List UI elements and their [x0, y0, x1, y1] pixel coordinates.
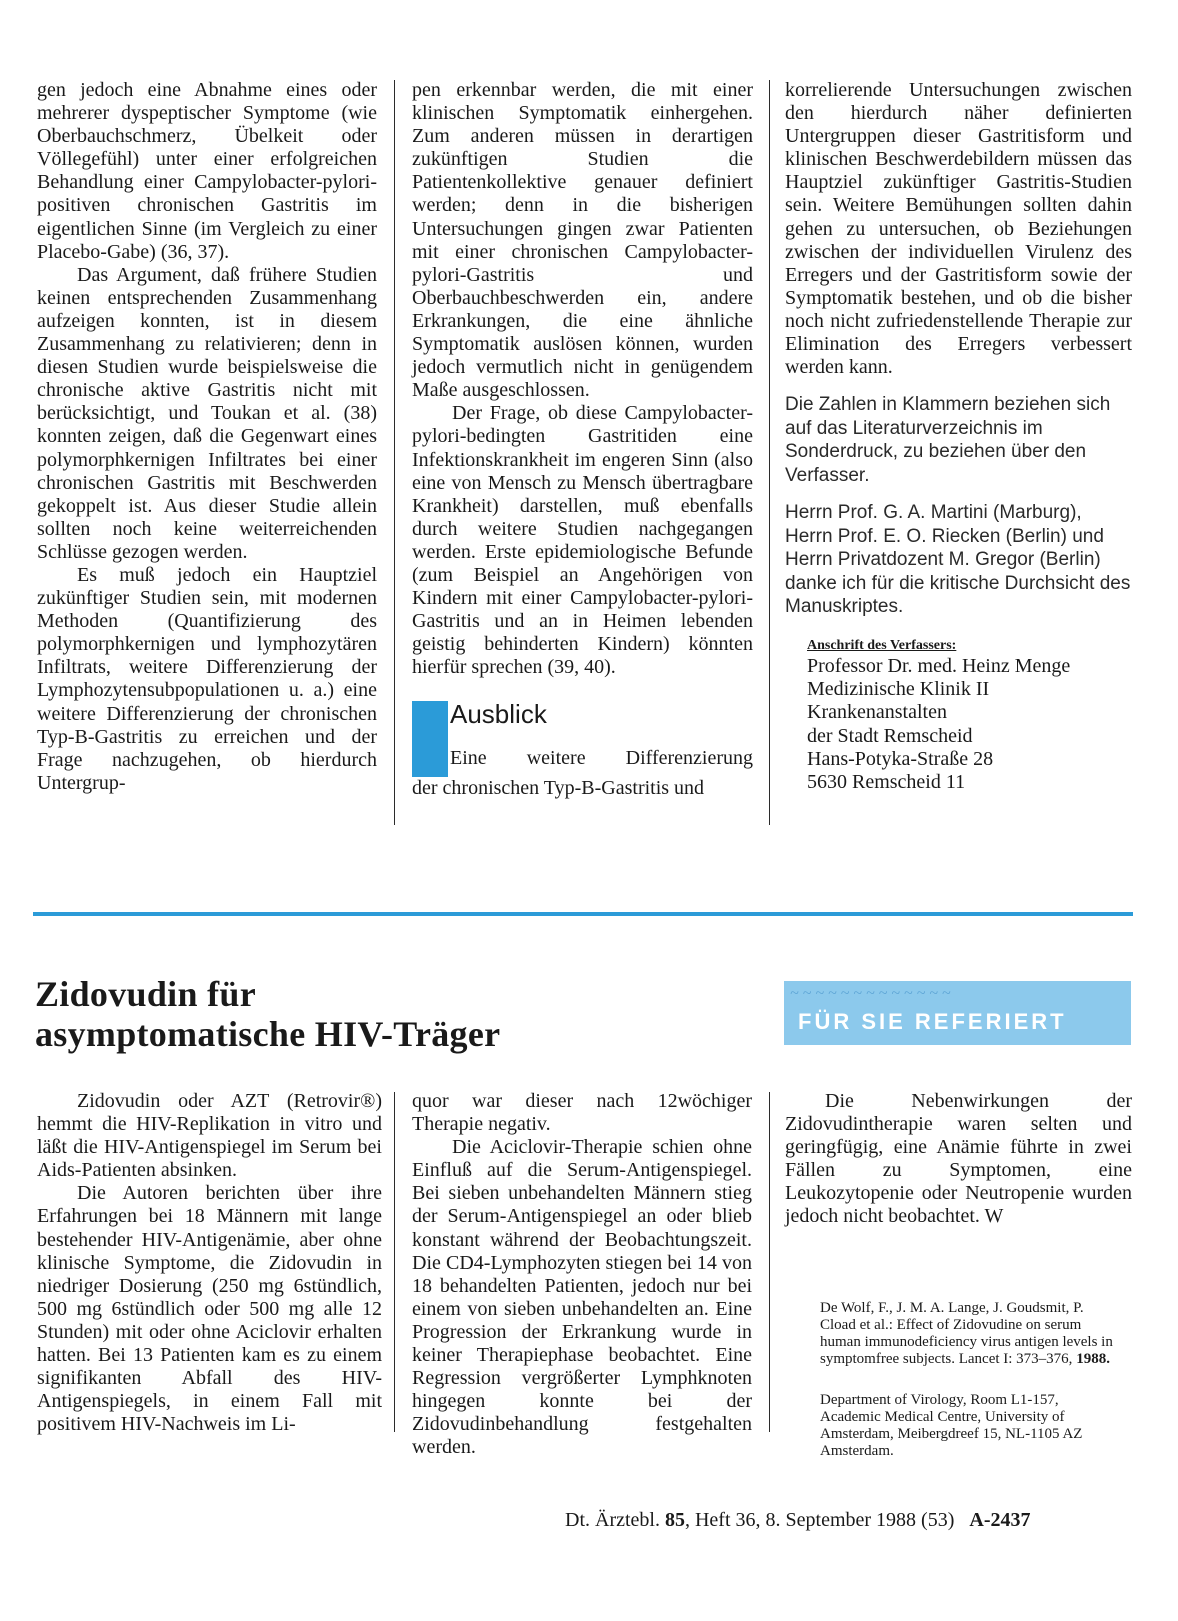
section-separator	[33, 912, 1133, 916]
paragraph: Der Frage, ob diese Campylobacter-pylori-bedingten Gastritiden eine Infektionskrankheit im engeren Sinn (also eine von Mensch zu Mensch übertragbare Krankheit) darstellen, muß ebenfalls durch weitere Studien nachgegangen werden. Erste epidemiologische Befunde (zum Beispiel an Angehörigen von Kindern mit einer Campylobacter-pylori-Gastritis und an in Heimen lebenden geistig behinderten Kindern) könnten hierfür sprechen (39, 40).	[412, 402, 753, 679]
address-line: Krankenanstalten	[807, 701, 947, 724]
reference	[820, 1300, 1120, 1368]
column-divider	[394, 1092, 395, 1432]
journal-volume: 85	[664, 1509, 685, 1531]
section-first-line: Eine weitere Differenzierung	[450, 747, 753, 770]
address-line: 5630 Remscheid 11	[807, 771, 966, 794]
paragraph: Zidovudin oder AZT (Retrovir®) hemmt die HIV-Replikation in vitro und läßt die HIV-Antigenspiegel im Serum bei Aids-Patienten absinken.	[37, 1090, 382, 1182]
page-number: A-2437	[969, 1509, 1031, 1531]
paragraph: gen jedoch eine Abnahme eines oder mehrerer dyspeptischer Symptome (wie Oberbauchschmerz, Übelkeit oder Völlegefühl) unter einer erfolgreichen Behandlung einer Campylobacter-pylori-positiven chronischen Gastritis im eigentlichen Sinne (im Vergleich zu einer Placebo-Gabe) (36, 37).	[37, 79, 377, 263]
issue-date: , Heft 36, 8. September 1988 (53)	[684, 1509, 955, 1531]
top-column-2	[412, 79, 753, 801]
badge-background-texture: ~ ~ ~ ~ ~ ~ ~ ~ ~ ~ ~ ~ ~	[790, 985, 951, 1002]
paragraph: Das Argument, daß frühere Studien keinen entsprechenden Zusammenhang aufzeigen konnten, ist in diesem Zusammenhang zu relativieren; denn in diesen Studien wurde beispielsweise die chronische aktive Gastritis nicht mit berücksichtigt, und Toukan et al. (38) konnten zeigen, daß die Gegenwart eines polymorphkernigen Infiltrates bei einer chronischen Gastritis mit Beschwerden gekoppelt ist. Aus dieser Studie allein sollten noch keine weiterreichenden Schlüsse gezogen werden.	[37, 263, 377, 563]
paragraph: der chronischen Typ-B-Gastritis und	[412, 777, 705, 800]
title-line: Zidovudin für	[35, 974, 256, 1014]
affiliation: Department of Virology, Room L1-157, Academic Medical Centre, University of Amsterdam, Meibergdreef 15, NL-1105 AZ Amsterdam.	[820, 1392, 1083, 1459]
acknowledgement: Herrn Prof. G. A. Martini (Marburg), Herrn Prof. E. O. Riecken (Berlin) und Herrn Privatdozent M. Gregor (Berlin) danke ich für die kritische Durchsicht des Manuskriptes.	[785, 502, 1131, 618]
section-marker	[412, 701, 448, 777]
column-divider	[769, 1092, 770, 1432]
reference-text: De Wolf, F., J. M. A. Lange, J. Goudsmit, P. Cload et al.: Effect of Zidovudine on serum human immunodeficiency virus antigen levels in symptomfree subjects. Lancet I: 373–376,	[820, 1300, 1113, 1367]
page-footer	[565, 1509, 1030, 1532]
ausblick-section	[412, 699, 753, 777]
column-divider	[769, 80, 770, 825]
address-line: Medizinische Klinik II	[807, 678, 990, 701]
address-line: Professor Dr. med. Heinz Menge	[807, 654, 1071, 677]
article-title	[35, 974, 500, 1054]
address-label: Anschrift des Verfassers:	[807, 637, 957, 653]
paragraph: Die Nebenwirkungen der Zidovudintherapie waren selten und geringfügig, eine Anämie führte in zwei Fällen zu Symptomen, eine Leukozytopenie oder Neutropenie wurden jedoch nicht beobachtet. W	[785, 1090, 1132, 1228]
section-heading: Ausblick	[450, 699, 547, 730]
article-column-1	[37, 1090, 382, 1436]
article-column-2	[412, 1090, 752, 1460]
paragraph: Die Autoren berichten über ihre Erfahrungen bei 18 Männern mit lange bestehender HIV-Antigenämie, aber ohne klinische Symptome, die Zidovudin in niedriger Dosierung (250 mg 6stündlich, 500 mg 6stündlich oder 500 mg alle 12 Stunden) mit oder ohne Aciclovir erhalten hatten. Bei 13 Patienten kam es zu einem signifikanten Abfall des HIV-Antigenspiegels, in einem Fall mit positivem HIV-Nachweis im Li-	[37, 1182, 382, 1436]
address-line: der Stadt Remscheid	[807, 724, 973, 747]
paragraph: pen erkennbar werden, die mit einer klinischen Symptomatik einhergehen. Zum anderen müssen in derartigen zukünftigen Studien die Patientenkollektive genauer definiert werden; denn in die bisherigen Untersuchungen gingen zwar Patienten mit einer chronischen Campylobacter-pylori-Gastritis und Oberbauchbeschwerden ein, andere Erkrankungen, die eine ähnliche Symptomatik auslösen können, wurden jedoch vermutlich nicht in genügendem Maße ausgeschlossen.	[412, 79, 753, 402]
address-line: Hans-Potyka-Straße 28	[807, 747, 994, 770]
paragraph: quor war dieser nach 12wöchiger Therapie negativ.	[412, 1090, 752, 1136]
paragraph: Es muß jedoch ein Hauptziel zukünftiger Studien sein, mit modernen Methoden (Quantifizierung des polymorphkernigen und lymphozytären Infiltrats, weitere Differenzierung der Lymphozytensubpopulationen u. a.) eine weitere Differenzierung der chronischen Typ-B-Gastritis zu erreichen und der Frage nachzugehen, ob hierdurch Untergrup-	[37, 563, 377, 794]
title-line: asymptomatische HIV-Träger	[35, 1014, 501, 1054]
references-note: Die Zahlen in Klammern beziehen sich auf das Literaturverzeichnis im Sonderdruck, zu beziehen über den Verfasser.	[785, 394, 1111, 486]
paragraph: Die Aciclovir-Therapie schien ohne Einfluß auf die Serum-Antigenspiegel. Bei sieben unbehandelten Männern stieg der Serum-Antigenspiegel an oder blieb konstant während der Beobachtungszeit. Die CD4-Lymphozyten stiegen bei 14 von 18 behandelten Patienten, jedoch nur bei einem von sieben unbehandelten an. Eine Progression der Erkrankung wurde in keiner Therapiephase beobachtet. Eine Regression vergrößerter Lymphknoten hingegen konnte bei der Zidovudinbehandlung festgehalten werden.	[412, 1136, 752, 1459]
badge-label: FÜR SIE REFERIERT	[798, 1009, 1067, 1034]
reference-year: 1988.	[1076, 1351, 1110, 1367]
author-address	[807, 655, 1132, 795]
section-badge	[784, 981, 1131, 1045]
paragraph: korrelierende Untersuchungen zwischen den hierdurch näher definierten Untergruppen dieser Gastritisform und klinischen Beschwerdebildern müssen das Hauptziel zukünftiger Gastritis-Studien sein. Weitere Bemühungen sollten dahin gehen zu untersuchen, ob Beziehungen zwischen der individuellen Virulenz des Erregers und der Gastritisform sowie der Symptomatik bestehen, und ob die bisher noch nicht zufriedenstellende Therapie zur Elimination des Erregers verbessert werden kann.	[785, 79, 1132, 379]
top-column-3	[785, 79, 1132, 795]
top-column-1	[37, 79, 377, 795]
article-column-3	[785, 1090, 1132, 1229]
column-divider	[394, 80, 395, 825]
journal-name: Dt. Ärztebl.	[565, 1509, 660, 1531]
